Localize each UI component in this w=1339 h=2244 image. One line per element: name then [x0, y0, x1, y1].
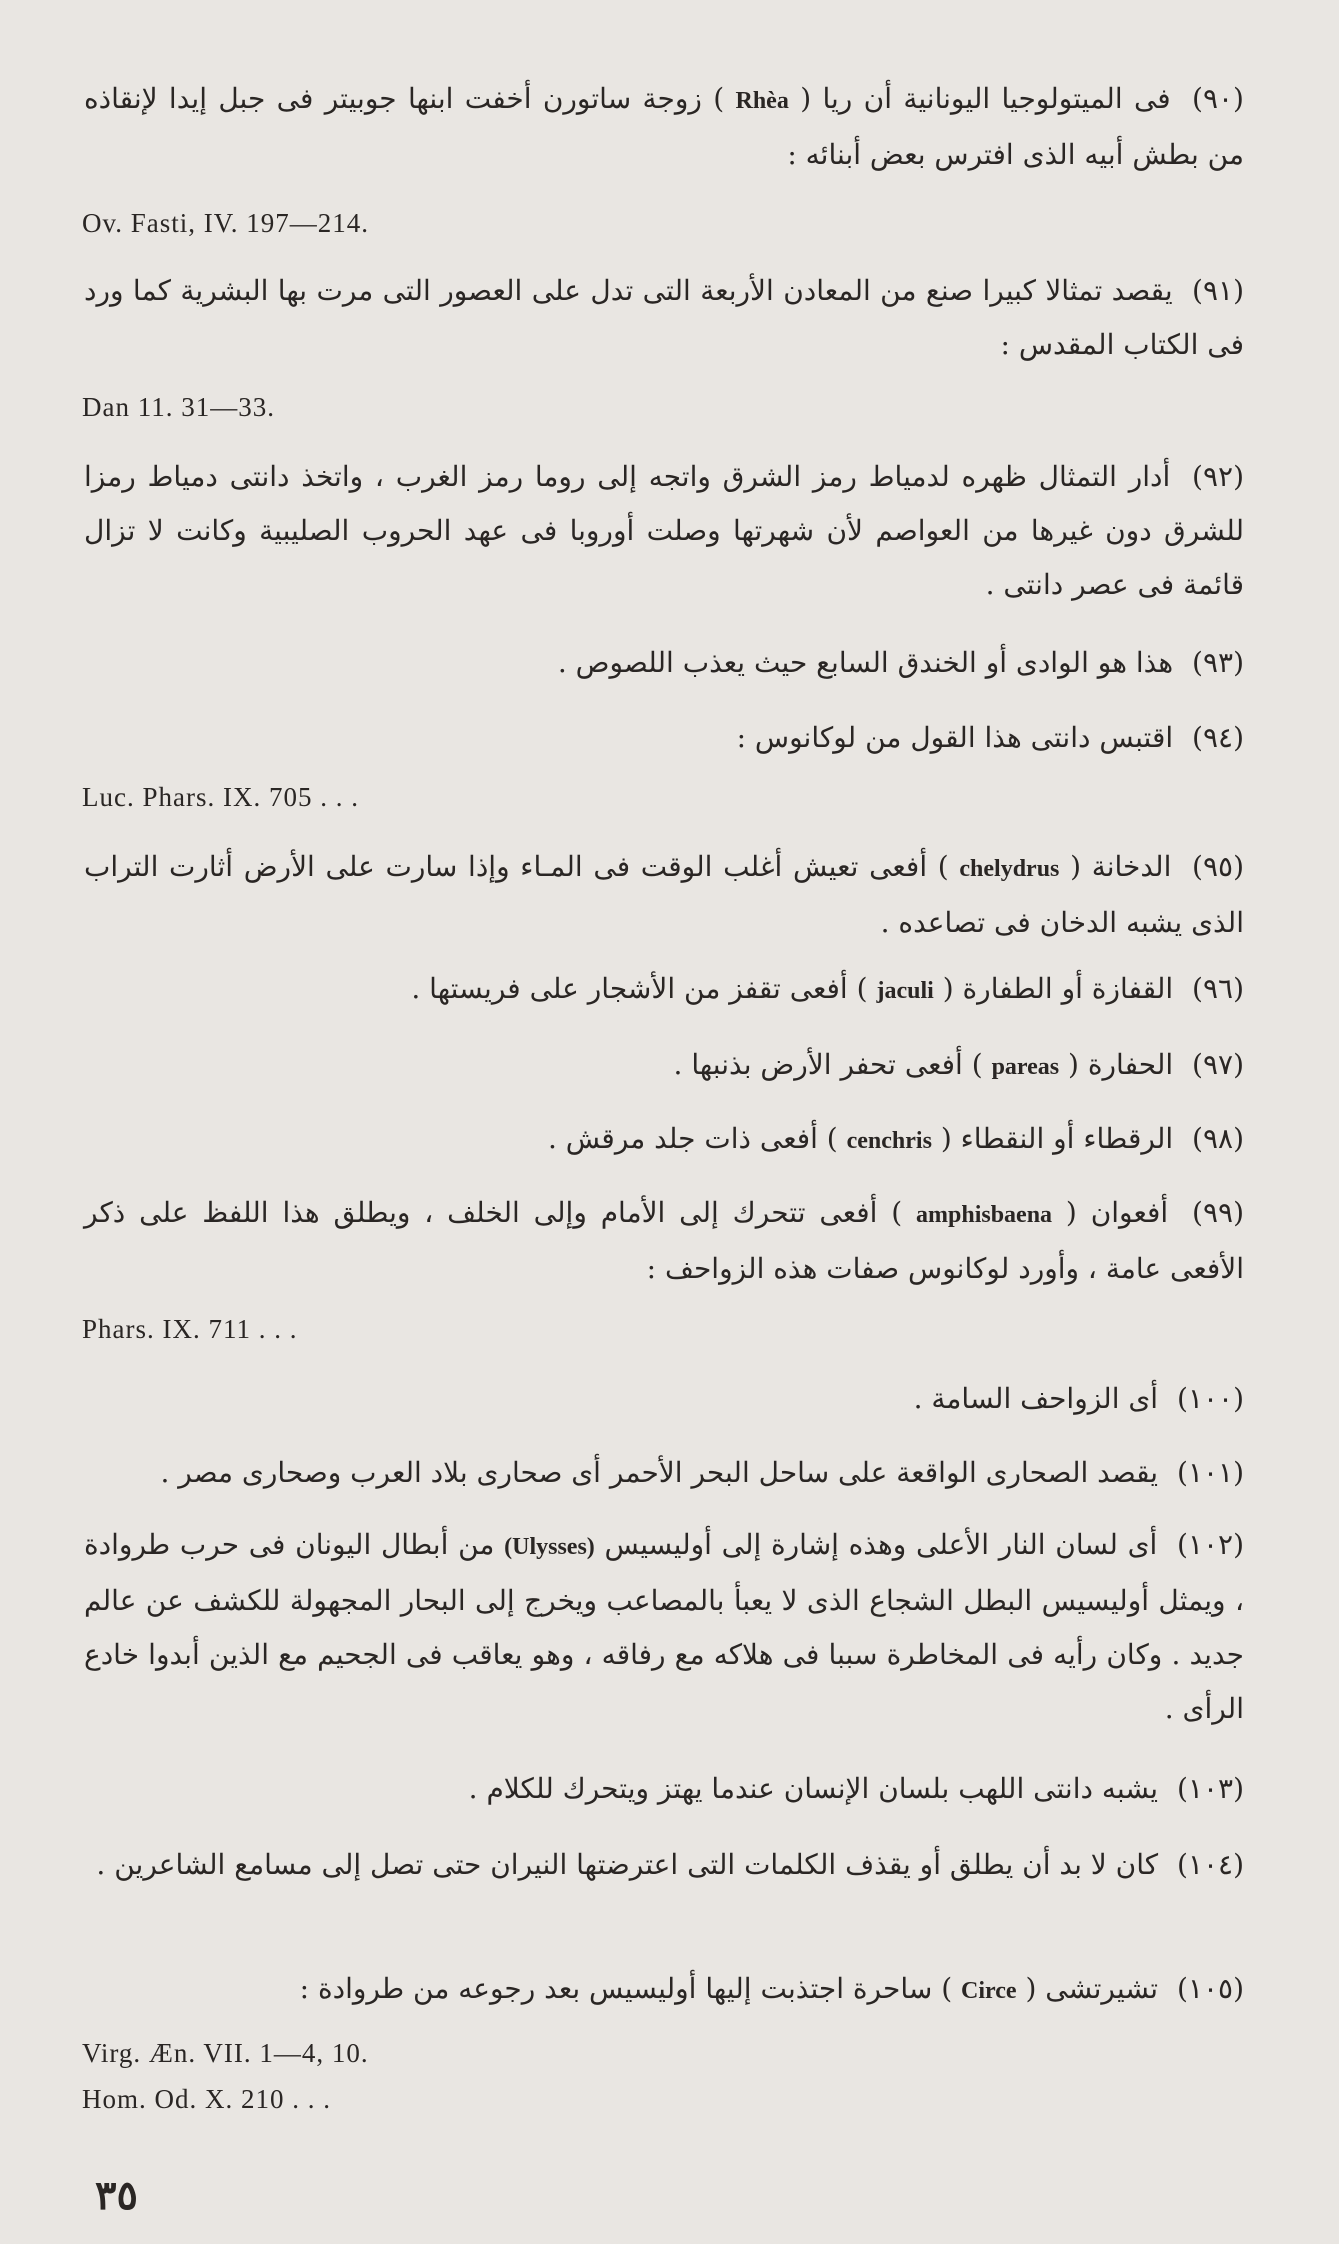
footnote-90: (٩٠) فى الميتولوجيا اليونانية أن ريا ( Rhèa ) زوجة ساتورن أخفت ابنها جوبيتر فى جبل إيدا لإنقاذه من بطش أبيه الذى افترس بعض أبنائه :: [84, 82, 1244, 171]
footnote-99: (٩٩) أفعوان ( amphisbaena ) أفعى تتحرك إلى الأمام وإلى الخلف ، ويطلق هذا اللفظ على ذكر الأفعى عامة ، وأورد لوكانوس صفات هذه الزواحف :: [84, 1196, 1244, 1285]
footnote-94: (٩٤) اقتبس دانتى هذا القول من لوكانوس :: [736, 721, 1244, 754]
page-number: ٣٥: [95, 2172, 138, 2219]
citation: Luc. Phars. IX. 705 . . .: [82, 782, 359, 812]
footnote-number: (٩٤): [1192, 721, 1244, 754]
footnote-number: (٩٥): [1192, 850, 1244, 883]
footnote-92: (٩٢) أدار التمثال ظهره لدمياط رمز الشرق واتجه إلى روما رمز الغرب ، واتخذ دانتى دمياط رمزا للشرق دون غيرها من العواصم لأن شهرتها وصلت أوروبا فى عهد الحروب الصليبية وكانت لا تزال قائمة فى عصر دانتى .: [84, 460, 1244, 601]
citation: Ov. Fasti, IV. 197—214.: [82, 208, 370, 238]
citation: Dan 11. 31—33.: [82, 392, 275, 422]
latin-term: amphisbaena: [916, 1202, 1053, 1228]
latin-term: cenchris: [846, 1128, 932, 1154]
footnote-98: (٩٨) الرقطاء أو النقطاء ( cenchris ) أفعى ذات جلد مرقش .: [547, 1122, 1244, 1155]
latin-term: chelydrus: [959, 856, 1060, 882]
citation: Virg. Æn. VII. 1—4, 10.: [82, 2038, 369, 2068]
footnote-102: (١٠٢) أى لسان النار الأعلى وهذه إشارة إلى أوليسيس (Ulysses) من أبطال اليونان فى حرب طروادة ، ويمثل أوليسيس البطل الشجاع الذى لا يعبأ بالمصاعب ويخرج إلى البحار المجهولة للكشف عن عالم جديد . وكان رأيه فى المخاطرة سببا فى هلاكه مع رفاقه ، وهو يعاقب فى الجحيم مع الذين أبدوا خادع الرأى .: [84, 1528, 1245, 1725]
latin-term: pareas: [991, 1054, 1060, 1080]
footnote-number: (١٠٤): [1177, 1848, 1244, 1881]
footnote-number: (٩٦): [1192, 972, 1244, 1005]
footnote-number: (١٠٥): [1177, 1972, 1244, 2005]
latin-term: Rhèa: [735, 88, 789, 114]
footnote-number: (٩٨): [1192, 1122, 1244, 1155]
citation: Hom. Od. X. 210 . . .: [82, 2084, 331, 2114]
footnote-101: (١٠١) يقصد الصحارى الواقعة على ساحل البحر الأحمر أى صحارى بلاد العرب وصحارى مصر .: [160, 1456, 1244, 1489]
footnote-number: (٩٢): [1192, 460, 1244, 493]
latin-term: jaculi: [876, 978, 934, 1004]
footnote-number: (٩١): [1192, 274, 1244, 307]
footnote-number: (٩٧): [1192, 1048, 1244, 1081]
footnote-91: (٩١) يقصد تمثالا كبيرا صنع من المعادن الأربعة التى تدل على العصور التى مرت بها البشرية كما ورد فى الكتاب المقدس :: [84, 274, 1244, 361]
footnote-100: (١٠٠) أى الزواحف السامة .: [913, 1382, 1244, 1415]
latin-term: (Ulysses): [504, 1534, 595, 1560]
footnote-number: (٩٣): [1192, 646, 1244, 679]
footnote-105: (١٠٥) تشيرتشى ( Circe ) ساحرة اجتذبت إليها أوليسيس بعد رجوعه من طروادة :: [299, 1972, 1244, 2005]
footnote-number: (١٠٠): [1177, 1382, 1244, 1415]
footnote-97: (٩٧) الحفارة ( pareas ) أفعى تحفر الأرض بذنبها .: [673, 1048, 1244, 1081]
footnote-number: (١٠١): [1177, 1456, 1244, 1489]
footnote-number: (٩٠): [1192, 82, 1244, 115]
footnote-96: (٩٦) القفازة أو الطفارة ( jaculi ) أفعى تقفز من الأشجار على فريستها .: [411, 972, 1244, 1005]
latin-term: Circe: [961, 1978, 1017, 2004]
footnote-number: (١٠٣): [1177, 1772, 1244, 1805]
footnote-103: (١٠٣) يشبه دانتى اللهب بلسان الإنسان عندما يهتز ويتحرك للكلام .: [468, 1772, 1244, 1805]
footnote-93: (٩٣) هذا هو الوادى أو الخندق السابع حيث يعذب اللصوص .: [557, 646, 1244, 679]
citation: Phars. IX. 711 . . .: [82, 1314, 298, 1344]
footnote-number: (١٠٢): [1177, 1528, 1245, 1561]
footnote-95: (٩٥) الدخانة ( chelydrus ) أفعى تعيش أغلب الوقت فى المـاء وإذا سارت على الأرض أثارت التراب الذى يشبه الدخان فى تصاعده .: [84, 850, 1244, 939]
footnote-number: (٩٩): [1192, 1196, 1244, 1229]
footnote-104: (١٠٤) كان لا بد أن يطلق أو يقذف الكلمات التى اعترضتها النيران حتى تصل إلى مسامع الشاعرين .: [96, 1848, 1244, 1881]
